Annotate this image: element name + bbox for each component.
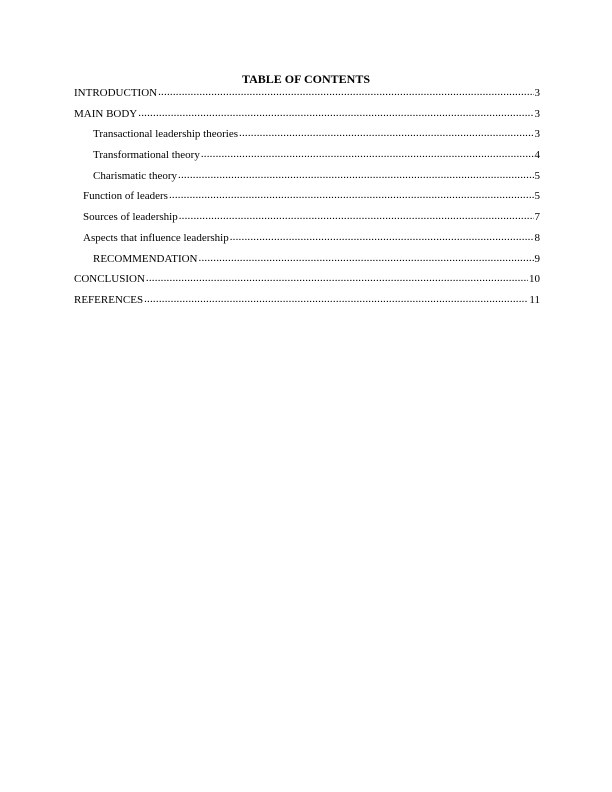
table-of-contents <box>74 86 540 314</box>
toc-entry-label: RECOMMENDATION <box>93 252 198 265</box>
toc-entry-page-number: 3 <box>534 128 540 141</box>
dot-leader <box>169 188 534 202</box>
toc-entry-recommendation[interactable] <box>74 252 540 273</box>
toc-entry-label: Sources of leadership <box>83 211 178 224</box>
dot-leader <box>230 230 534 244</box>
toc-entry-page-number: 10 <box>529 273 540 286</box>
toc-entry-references[interactable] <box>74 293 540 314</box>
toc-entry-label: INTRODUCTION <box>74 87 158 99</box>
toc-entry-page-number: 9 <box>534 252 540 265</box>
dot-leader <box>158 85 533 99</box>
dot-leader <box>146 271 528 285</box>
toc-entry-label: Transformational theory <box>93 149 200 162</box>
toc-entry-charismatic-theory[interactable] <box>74 169 540 190</box>
dot-leader <box>144 292 528 306</box>
dot-leader <box>178 168 533 182</box>
toc-entry-page-number: 5 <box>534 169 540 182</box>
toc-entry-introduction[interactable] <box>74 86 540 107</box>
dot-leader <box>138 106 533 120</box>
toc-entry-label: REFERENCES <box>74 293 144 306</box>
dot-leader <box>239 126 534 140</box>
toc-entry-page-number: 3 <box>534 87 540 99</box>
toc-entry-page-number: 5 <box>534 190 540 203</box>
toc-entry-label: Aspects that influence leadership <box>83 231 229 244</box>
dot-leader <box>199 251 534 265</box>
toc-entry-page-number: 7 <box>534 211 540 224</box>
toc-entry-page-number: 3 <box>534 107 540 120</box>
toc-entry-sources-of-leadership[interactable] <box>74 210 540 231</box>
toc-entry-transactional-leadership-theories[interactable] <box>74 127 540 148</box>
toc-entry-label: Charismatic theory <box>93 169 178 182</box>
toc-entry-page-number: 11 <box>529 293 540 306</box>
dot-leader <box>179 209 534 223</box>
toc-entry-aspects-that-influence-leadership[interactable] <box>74 231 540 252</box>
toc-entry-label: CONCLUSION <box>74 273 145 286</box>
toc-entry-label: Function of leaders <box>83 190 168 203</box>
toc-entry-function-of-leaders[interactable] <box>74 189 540 210</box>
toc-entry-main-body[interactable] <box>74 107 540 128</box>
toc-entry-conclusion[interactable] <box>74 272 540 293</box>
toc-entry-transformational-theory[interactable] <box>74 148 540 169</box>
dot-leader <box>201 147 534 161</box>
toc-entry-label: Transactional leadership theories <box>93 128 238 141</box>
toc-entry-page-number: 4 <box>534 149 540 162</box>
toc-title: TABLE OF CONTENTS <box>241 72 371 86</box>
toc-entry-label: MAIN BODY <box>74 107 138 120</box>
toc-entry-page-number: 8 <box>534 231 540 244</box>
